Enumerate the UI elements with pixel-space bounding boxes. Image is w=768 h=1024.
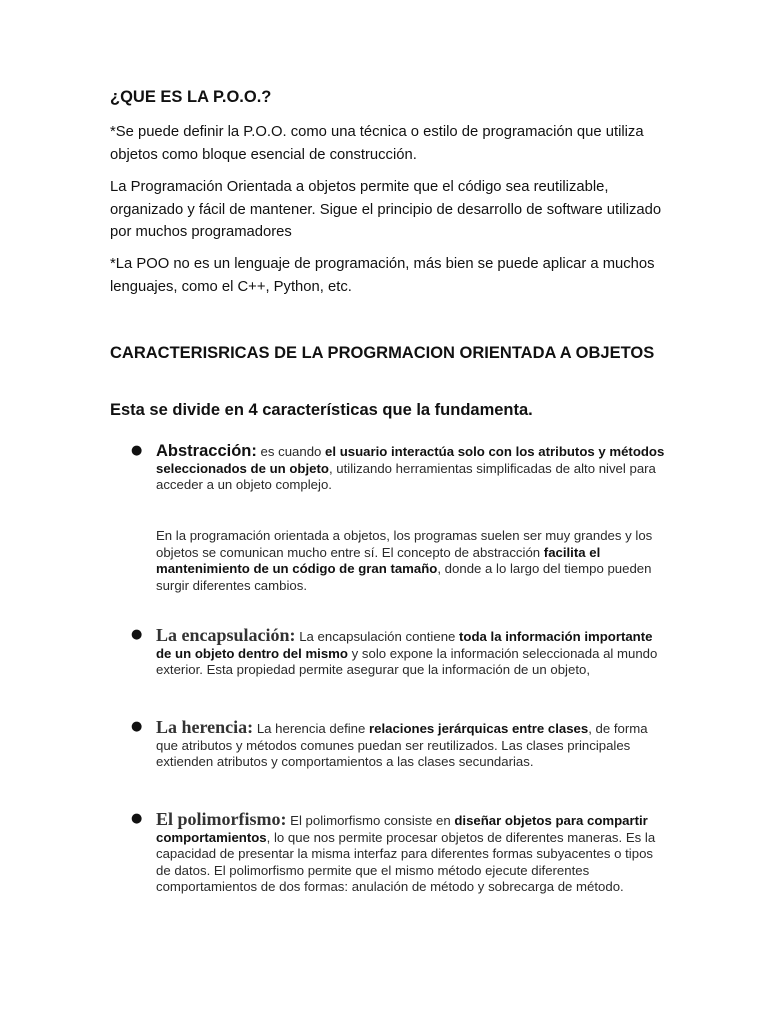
text: El polimorfismo consiste en (286, 813, 455, 828)
text: , utilizando herramientas simplificadas de alto nivel para acceder a un objeto complejo. (156, 460, 656, 493)
section-title-que-es-poo: ¿QUE ES LA P.O.O.? (110, 88, 272, 106)
bullet-dot-icon: ● (131, 811, 143, 826)
bold-text: relaciones jerárquicas entre clases (369, 721, 589, 736)
text: , de forma que atributos y métodos comunes puedan ser reutilizados. Las clases principales extienden atributos y comportamientos a las clases secundarias. (156, 721, 648, 770)
bold-text: diseñar objetos para compartir comportamientos (156, 813, 648, 845)
list-item-encapsulacion (156, 627, 666, 679)
term-encapsulacion: La encapsulación: (156, 625, 296, 645)
term-polimorfismo: El polimorfismo: (156, 809, 287, 829)
bold-text: toda la información importante de un objeto dentro del mismo (156, 629, 653, 661)
section-subtitle: Esta se divide en 4 características que la fundamenta. (110, 401, 533, 419)
text: y solo expone la información seleccionada al mundo exterior. Esta propiedad permite asegurar que la información de un objeto, (156, 645, 658, 678)
text: es cuando (256, 444, 326, 459)
list-item-abstraccion (156, 443, 666, 494)
section-title-caracteristicas: CARACTERISRICAS DE LA PROGRMACION ORIENTADA A OBJETOS (110, 344, 655, 362)
list-item-herencia (156, 719, 666, 771)
paragraph-benefits: La Programación Orientada a objetos permite que el código sea reutilizable, organizado y fácil de mantener. Sigue el principio de desarrollo de software utilizado por muchos programadores (110, 179, 662, 240)
paragraph-not-a-language: *La POO no es un lenguaje de programación, más bien se puede aplicar a muchos lenguajes, como el C++, Python, etc. (110, 256, 655, 295)
list-item-polimorfismo (156, 811, 666, 896)
text: La encapsulación contiene (295, 629, 460, 644)
bold-text: facilita el mantenimiento de un código de gran tamaño (156, 544, 601, 577)
bold-text: el usuario interactúa solo con los atributos y métodos seleccionados de un objeto (156, 444, 665, 476)
list-item-abstraccion-paragraph-2 (156, 528, 666, 594)
bullet-dot-icon: ● (131, 443, 143, 458)
text: , lo que nos permite procesar objetos de diferentes maneras. Es la capacidad de presentar la misma interfaz para diferentes formas subyacentes o tipos de datos. El polimorfismo permite que el mismo método ejecute diferentes comportamientos de dos formas: anulación de método y sobrecarga de método. (156, 829, 656, 895)
paragraph-definition: *Se puede definir la P.O.O. como una técnica o estilo de programación que utiliza objetos como bloque esencial de construcción. (110, 124, 644, 163)
text: La herencia define (253, 721, 369, 736)
text: , donde a lo largo del tiempo pueden surgir diferentes cambios. (156, 561, 652, 593)
bullet-dot-icon: ● (131, 627, 143, 642)
text: En la programación orientada a objetos, los programas suelen ser muy grandes y los objetos se comunican mucho entre sí. El concepto de abstracción (156, 528, 653, 560)
term-herencia: La herencia: (156, 717, 254, 737)
bullet-dot-icon: ● (131, 719, 143, 734)
term-abstraccion: Abstracción: (156, 442, 257, 460)
